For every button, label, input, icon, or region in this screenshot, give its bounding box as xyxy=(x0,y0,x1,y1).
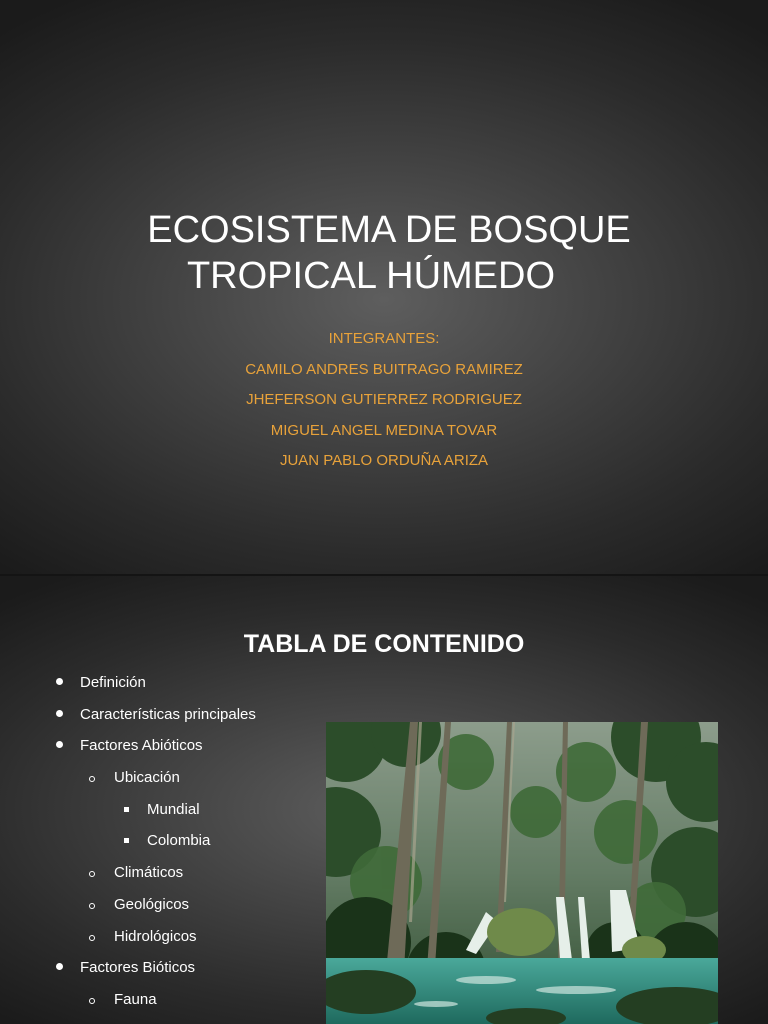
forest-waterfall-photo xyxy=(326,722,718,1024)
member-name: JUAN PABLO ORDUÑA ARIZA xyxy=(279,452,489,469)
bullet-circle-icon xyxy=(89,998,95,1004)
list-item-label: Factores Bióticos xyxy=(80,959,196,976)
list-item-label: Hidrológicos xyxy=(114,928,197,945)
bullet-circle-icon xyxy=(89,871,95,877)
list-item-label: Colombia xyxy=(147,832,211,849)
member-name: CAMILO ANDRES BUITRAGO RAMIREZ xyxy=(245,360,523,378)
list-item-label: Fauna xyxy=(114,991,157,1008)
title-line-2: TROPICAL HÚMEDO xyxy=(186,255,556,297)
contents-slide xyxy=(0,576,768,1024)
list-item-label: Características principales xyxy=(80,706,256,723)
bullet-square-icon xyxy=(124,807,129,812)
list-item-label: Definición xyxy=(80,674,146,691)
contents-title: TABLA DE CONTENIDO xyxy=(243,630,525,658)
members-heading: INTEGRANTES: xyxy=(328,330,440,347)
slide-title xyxy=(0,208,768,298)
bullet-circle-icon xyxy=(89,776,95,782)
list-item-label: Ubicación xyxy=(114,769,180,786)
bullet-circle-icon xyxy=(89,935,95,941)
list-item-label: Climáticos xyxy=(114,864,184,881)
bullet-circle-icon xyxy=(89,903,95,909)
bullet-dot-icon xyxy=(56,710,63,717)
tropical-forest-waterfall-photo-icon xyxy=(326,722,718,1024)
bullet-dot-icon xyxy=(56,678,63,685)
bullet-square-icon xyxy=(124,838,129,843)
member-name: MIGUEL ANGEL MEDINA TOVAR xyxy=(270,421,498,439)
list-item-label: Mundial xyxy=(147,801,200,818)
member-name: JHEFERSON GUTIERREZ RODRIGUEZ xyxy=(246,391,522,408)
list-item-label: Geológicos xyxy=(114,896,190,913)
bullet-dot-icon xyxy=(56,741,63,748)
title-line-1: ECOSISTEMA DE BOSQUE xyxy=(147,209,631,251)
list-item-label: Factores Abióticos xyxy=(80,737,203,754)
members-list xyxy=(0,324,768,477)
bullet-dot-icon xyxy=(56,963,63,970)
